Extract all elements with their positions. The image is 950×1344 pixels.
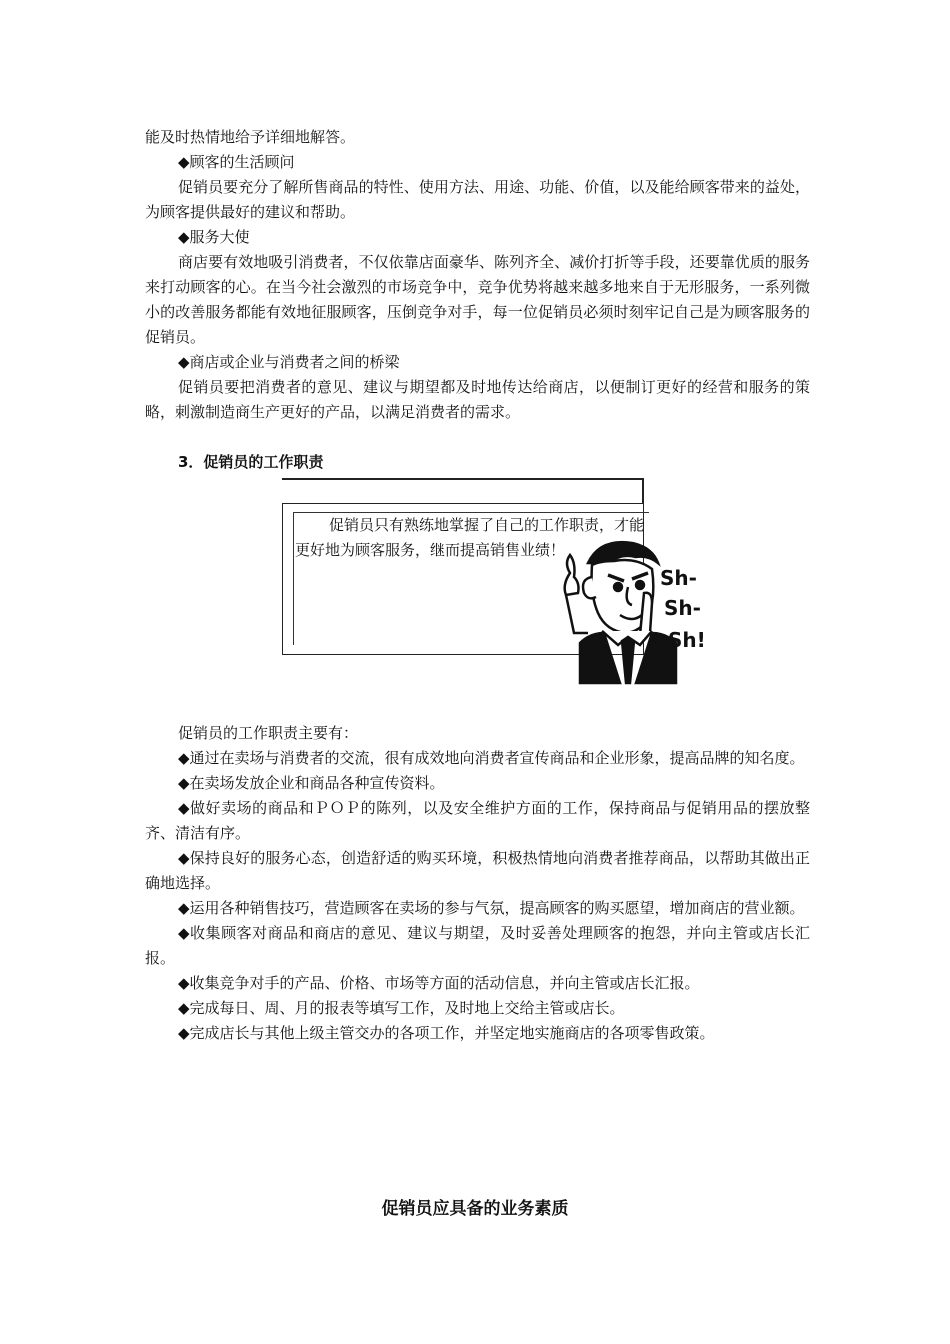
paragraph: ◆收集竞争对手的产品、价格、市场等方面的活动信息，并向主管或店长汇报。 bbox=[178, 974, 700, 992]
cartoon-text-3: Sh! bbox=[668, 628, 706, 652]
paragraph: 促销员要充分了解所售商品的特性、使用方法、用途、功能、价值，以及能给顾客带来的益处，为顾客提供最好的建议和帮助。 bbox=[145, 178, 810, 221]
section-heading: 3．促销员的工作职责 bbox=[178, 453, 324, 471]
cartoon-man-shushing-icon bbox=[540, 533, 715, 703]
paragraph: 促销员的工作职责主要有： bbox=[178, 724, 359, 742]
callout-text: 促销员只有熟练地掌握了自己的工作职责，才能更好地为顾客服务，继而提高销售业绩！ bbox=[295, 516, 645, 559]
section-title: 促销员应具备的业务素质 bbox=[381, 1199, 569, 1219]
paragraph: ◆在卖场发放企业和商品各种宣传资料。 bbox=[178, 774, 445, 792]
paragraph: ◆顾客的生活顾问 bbox=[178, 153, 295, 171]
paragraph: ◆做好卖场的商品和ＰＯＰ的陈列，以及安全维护方面的工作，保持商品与促销用品的摆放整齐、清洁有序。 bbox=[145, 799, 810, 842]
paragraph: ◆服务大使 bbox=[178, 228, 250, 246]
paragraph: ◆运用各种销售技巧，营造顾客在卖场的参与气氛，提高顾客的购买愿望，增加商店的营业额。 bbox=[178, 899, 805, 917]
paragraph: ◆保持良好的服务心态，创造舒适的购买环境，积极热情地向消费者推荐商品，以帮助其做出正确地选择。 bbox=[145, 849, 810, 892]
cartoon-text-2: Sh- bbox=[664, 596, 701, 620]
paragraph: ◆通过在卖场与消费者的交流，很有成效地向消费者宣传商品和企业形象，提高品牌的知名度。 bbox=[178, 749, 805, 767]
paragraph: ◆商店或企业与消费者之间的桥梁 bbox=[178, 353, 400, 371]
paragraph: ◆完成每日、周、月的报表等填写工作，及时地上交给主管或店长。 bbox=[178, 999, 625, 1017]
paragraph: 促销员要把消费者的意见、建议与期望都及时地传达给商店，以便制订更好的经营和服务的策略，刺激制造商生产更好的产品，以满足消费者的需求。 bbox=[145, 378, 810, 421]
paragraph: 能及时热情地给予详细地解答。 bbox=[145, 128, 356, 146]
cartoon-text-1: Sh- bbox=[660, 566, 697, 590]
callout-illustration bbox=[270, 473, 730, 713]
paragraph: ◆完成店长与其他上级主管交办的各项工作，并坚定地实施商店的各项零售政策。 bbox=[178, 1024, 715, 1042]
paragraph: ◆收集顾客对商品和商店的意见、建议与期望，及时妥善处理顾客的抱怨，并向主管或店长汇报。 bbox=[145, 924, 810, 967]
paragraph: 商店要有效地吸引消费者，不仅依靠店面豪华、陈列齐全、减价打折等手段，还要靠优质的服务来打动顾客的心。在当今社会激烈的市场竞争中，竞争优势将越来越多地来自于无形服务，一系列微小的改善服务都能有效地征服顾客，压倒竞争对手，每一位促销员必须时刻牢记自己是为顾客服务的促销员。 bbox=[145, 253, 810, 346]
